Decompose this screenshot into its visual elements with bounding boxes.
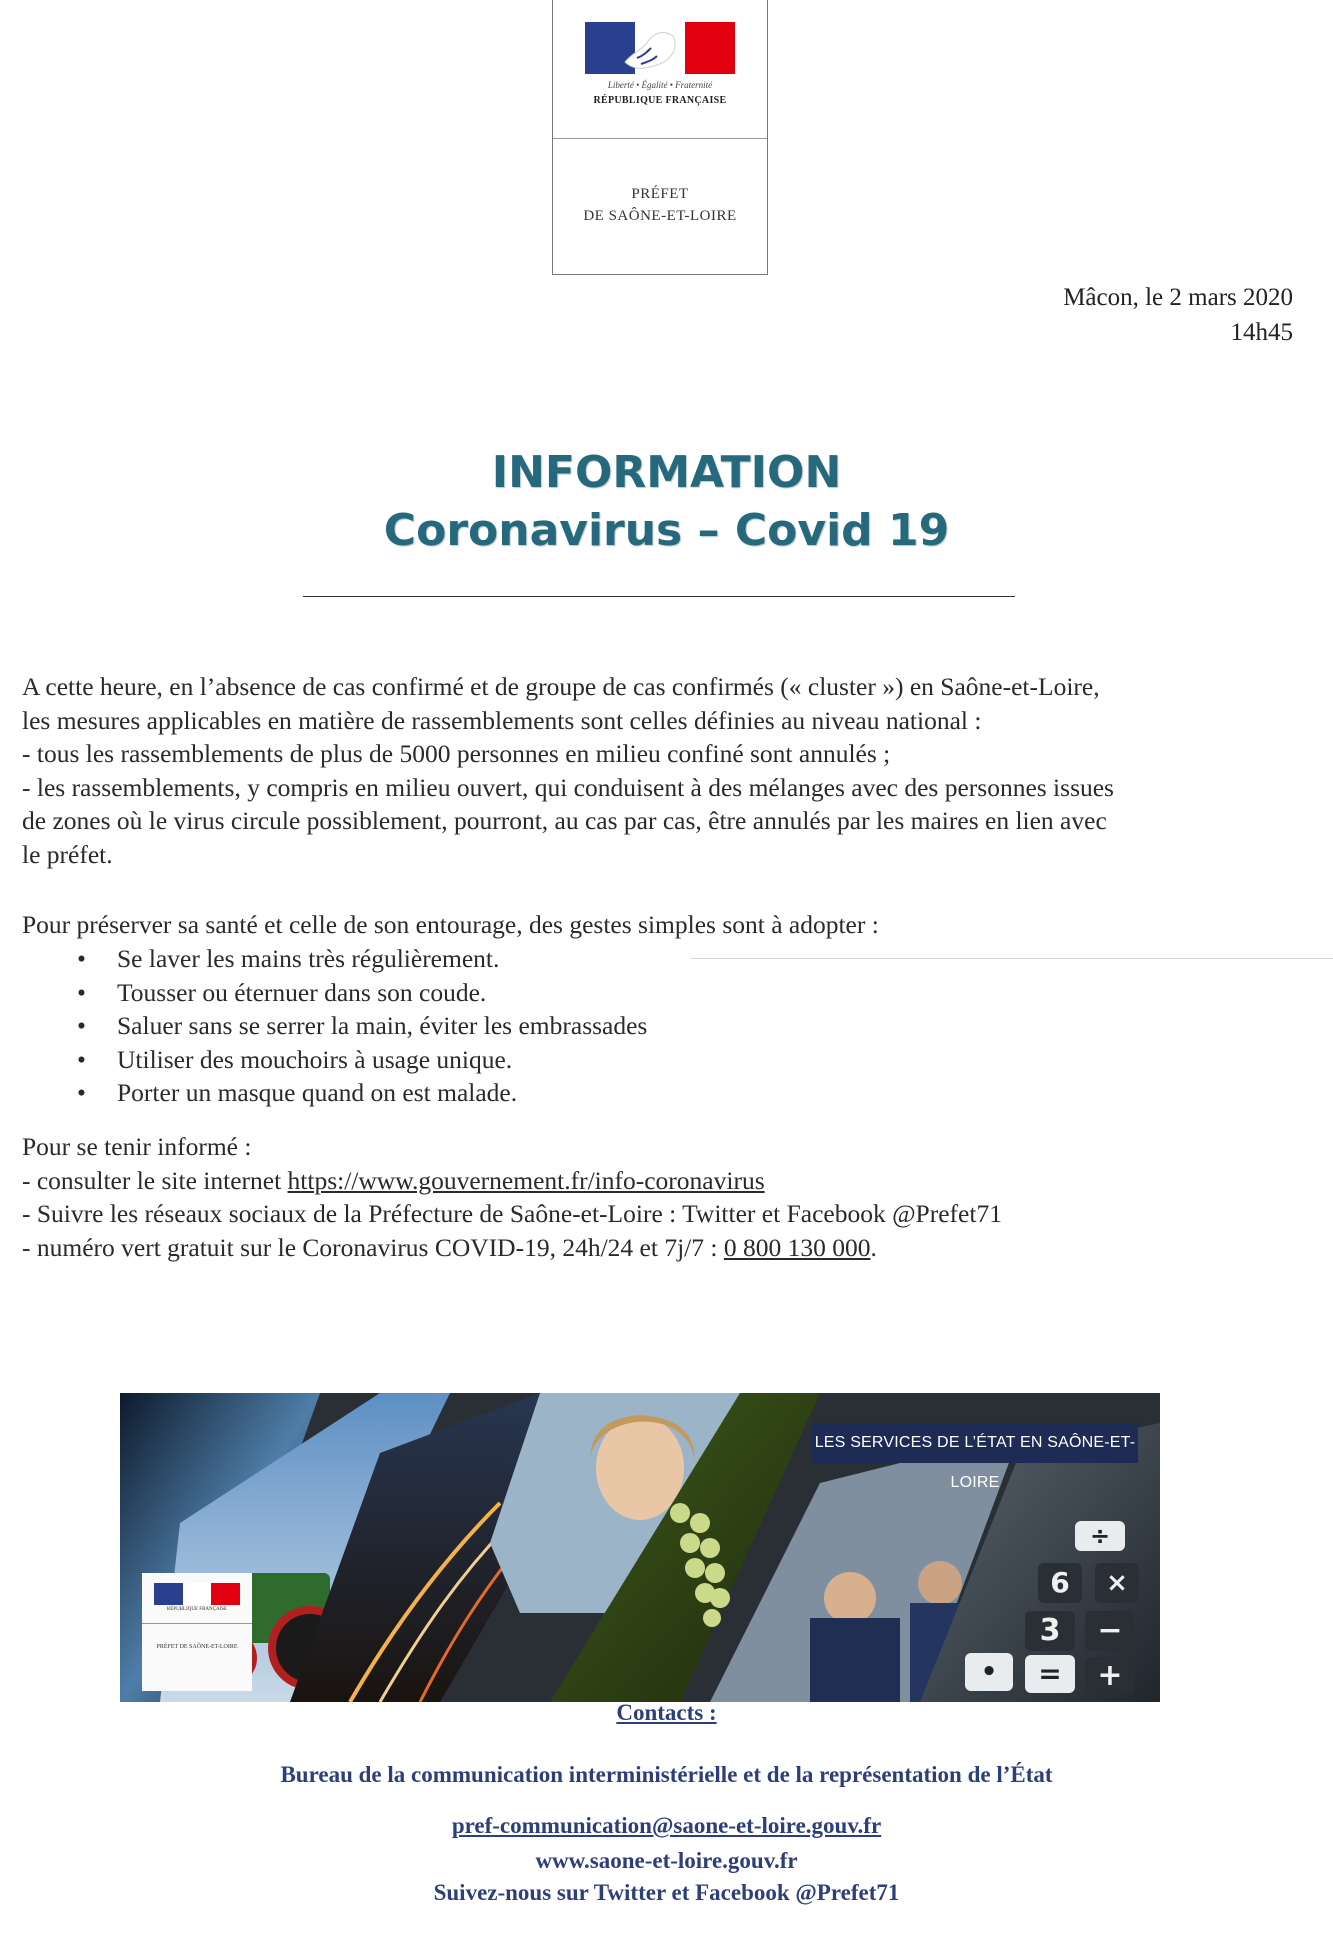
intro-line: - les rassemblements, y compris en milieu ouvert, qui conduisent à des mélanges avec des personnes issues <box>22 772 1114 802</box>
contact-email-link[interactable]: pref-communication@saone-et-loire.gouv.fr <box>451 1813 882 1838</box>
numero-vert-link[interactable]: 0 800 130 000 <box>723 1232 871 1262</box>
marianne-flag-icon <box>585 22 735 74</box>
intro-line: le préfet. <box>22 839 113 869</box>
services-etat-banner <box>120 1393 1160 1702</box>
numero-suffix: . <box>870 1232 877 1262</box>
calculator-key: − <box>1085 1611 1135 1651</box>
prefet-line-1: PRÉFET <box>631 186 689 202</box>
intro-line: les mesures applicables en matière de rassemblements sont celles définies au niveau national : <box>22 705 982 735</box>
date-location: Mâcon, le 2 mars 2020 <box>1063 284 1293 311</box>
gestes-intro: Pour préserver sa santé et celle de son entourage, des gestes simples sont à adopter : <box>22 910 879 939</box>
calculator-key: + <box>1085 1657 1135 1695</box>
calculator-key: ÷ <box>1075 1521 1125 1551</box>
prefet-line-2: DE SAÔNE-ET-LOIRE <box>583 208 737 224</box>
numero-prefix: - numéro vert gratuit sur le Coronavirus COVID-19, 24h/24 et 7j/7 : <box>22 1232 724 1262</box>
marianne-logo <box>553 0 767 139</box>
prefet-text <box>553 183 767 227</box>
prefecture-logo-block <box>552 0 768 275</box>
scan-artifact-line <box>690 958 1333 959</box>
calculator-key: × <box>1095 1563 1139 1603</box>
calculator-key: • <box>965 1653 1013 1691</box>
mini-republique-text: RÉPUBLIQUE FRANÇAISE <box>166 1607 228 1612</box>
calculator-key: = <box>1025 1655 1075 1693</box>
informe-site-line <box>22 1164 1322 1198</box>
informe-section <box>22 1130 1322 1264</box>
page-title: INFORMATION <box>491 447 842 498</box>
date-time: 14h45 <box>1230 319 1293 346</box>
calculator-key: 6 <box>1038 1563 1082 1603</box>
intro-paragraph <box>22 670 1322 871</box>
banner-prefecture-logo <box>142 1573 252 1691</box>
informe-site-prefix: - consulter le site internet <box>22 1165 288 1195</box>
bureau-communication: Bureau de la communication interministérielle et de la représentation de l’État <box>280 1762 1053 1787</box>
republique-francaise-text: RÉPUBLIQUE FRANÇAISE <box>593 95 727 106</box>
intro-line: - tous les rassemblements de plus de 5000 personnes en milieu confiné sont annulés ; <box>22 739 891 768</box>
list-item: • Se laver les mains très régulièrement. <box>73 942 647 976</box>
list-item: • Utiliser des mouchoirs à usage unique. <box>73 1043 647 1077</box>
devise-text: Liberté • Égalité • Fraternité <box>607 80 713 90</box>
date-block <box>1063 280 1293 350</box>
contacts-heading: Contacts : <box>616 1700 717 1725</box>
intro-line: A cette heure, en l’absence de cas confirmé et de groupe de cas confirmés (« cluster ») en Saône-et-Loire, <box>22 672 1100 701</box>
informe-social-line: - Suivre les réseaux sociaux de la Préfecture de Saône-et-Loire : Twitter et Facebook @Prefet71 <box>22 1199 1002 1228</box>
list-item: • Tousser ou éternuer dans son coude. <box>73 976 647 1010</box>
contact-website-link[interactable]: www.saone-et-loire.gouv.fr <box>535 1848 798 1873</box>
intro-line: de zones où le virus circule possiblement, pourront, au cas par cas, être annulés par les maires en lien avec <box>22 806 1107 835</box>
mini-divider <box>142 1623 252 1624</box>
calculator-key: 3 <box>1025 1611 1075 1651</box>
gouvernement-link[interactable]: https://www.gouvernement.fr/info-coronavirus <box>287 1165 765 1195</box>
informe-numero-line <box>22 1231 1322 1265</box>
mini-flag-icon <box>154 1583 240 1605</box>
title-divider <box>303 596 1015 597</box>
banner-title: LES SERVICES DE L’ÉTAT EN SAÔNE-ET-LOIRE <box>812 1423 1138 1463</box>
list-item: • Saluer sans se serrer la main, éviter les embrassades <box>73 1009 647 1043</box>
informe-intro: Pour se tenir informé : <box>22 1132 252 1161</box>
social-follow-text: Suivez-nous sur Twitter et Facebook @Prefet71 <box>433 1880 900 1905</box>
mini-prefet-text: PRÉFET DE SAÔNE-ET-LOIRE <box>156 1644 238 1650</box>
page-subtitle: Coronavirus – Covid 19 <box>383 505 950 556</box>
list-item: • Porter un masque quand on est malade. <box>73 1076 647 1110</box>
gestes-list <box>73 942 647 1110</box>
